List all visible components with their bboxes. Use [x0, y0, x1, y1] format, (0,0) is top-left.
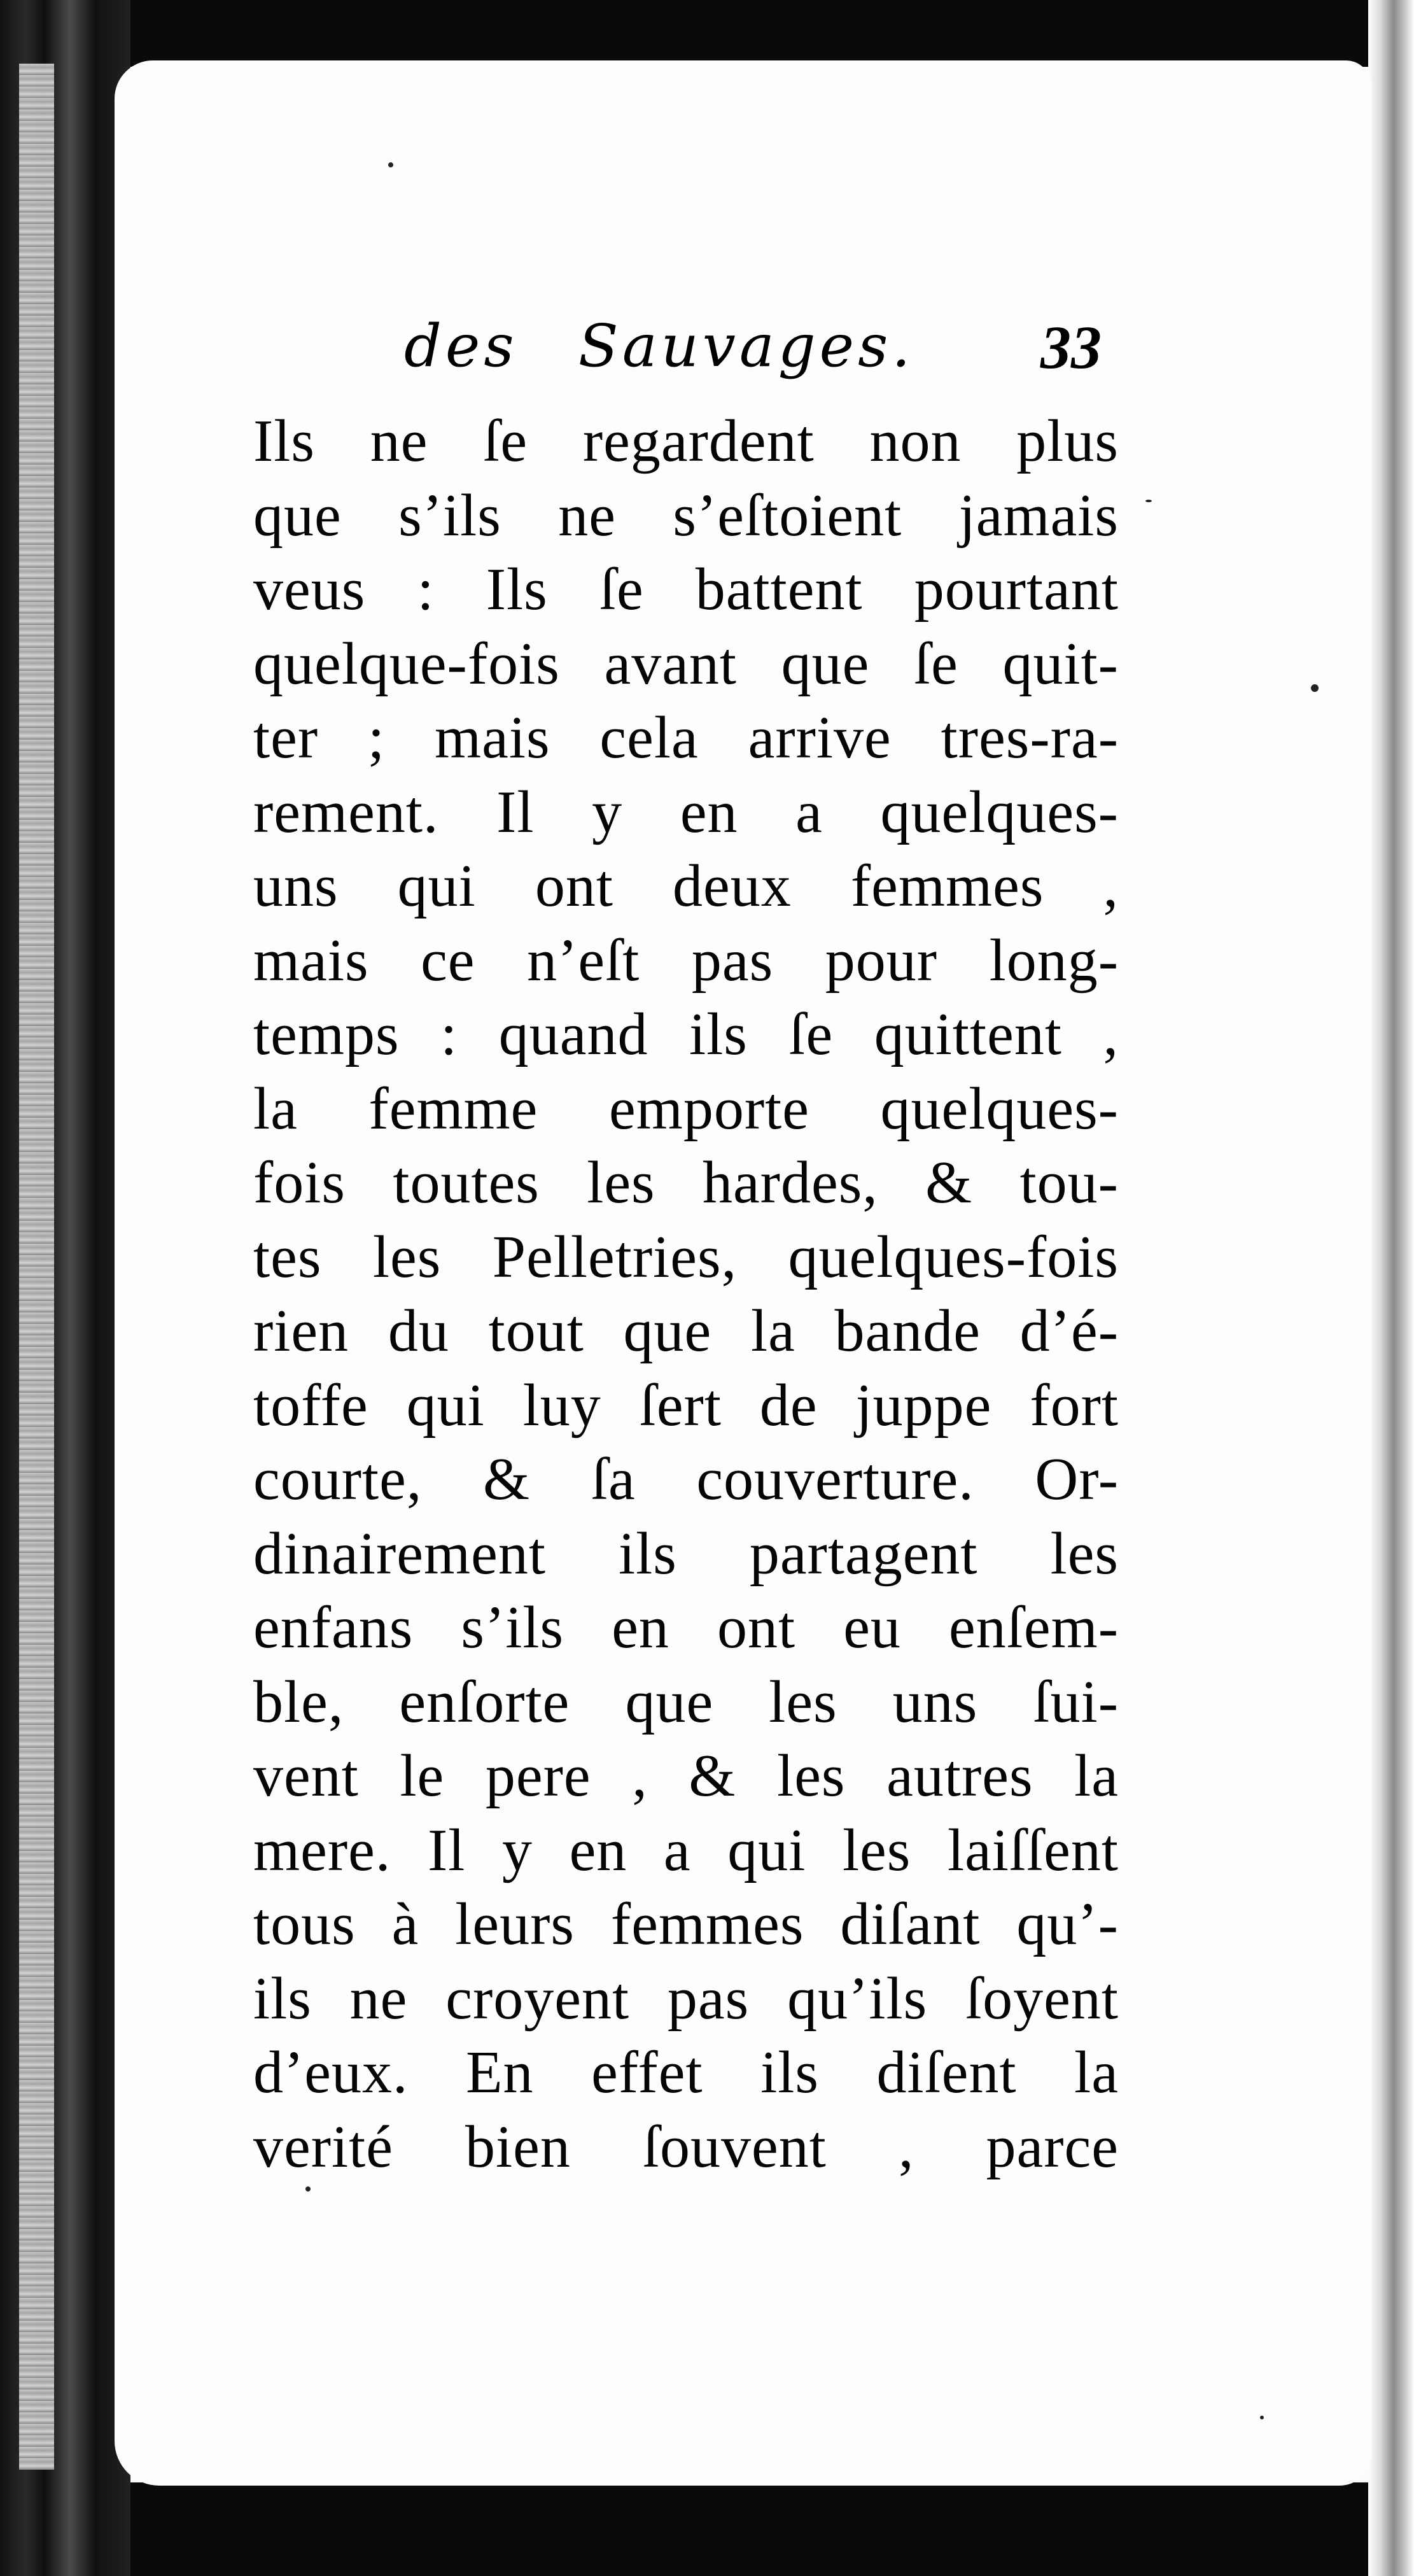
text-line: Ils ne ſe regardent non plus [253, 408, 1119, 474]
text-line: mais ce n’eſt pas pour long- [253, 927, 1119, 994]
running-head [404, 312, 1136, 401]
text-line: tes les Pelletries, quelques-fois [253, 1223, 1119, 1290]
text-line: temps : quand ils ſe quittent , [253, 1001, 1119, 1067]
text-line: enfans s’ils en ont eu enſem- [253, 1594, 1119, 1661]
scan-speck [305, 2186, 311, 2192]
book-spine-edge [0, 0, 130, 2576]
text-line: toffe qui luy ſert de juppe fort [253, 1372, 1119, 1439]
text-line: que s’ils ne s’eſtoient jamais [253, 482, 1119, 549]
text-line: vent le pere , & les autres la [253, 1743, 1119, 1809]
text-line: ble, enſorte que les uns ſui- [253, 1668, 1119, 1735]
text-line: uns qui ont deux femmes , [253, 853, 1119, 919]
book-page [115, 60, 1371, 2486]
text-line: ils ne croyent pas qu’ils ſoyent [253, 1965, 1119, 2032]
scan-speck [388, 162, 393, 167]
text-line: verité bien ſouvent , parce [253, 2113, 1119, 2180]
text-line: la femme emporte quelques- [253, 1075, 1119, 1142]
text-line: quelque-fois avant que ſe quit- [253, 630, 1119, 697]
text-line: tous à leurs femmes diſant qu’- [253, 1891, 1119, 1957]
text-line: veus : Ils ſe battent pourtant [253, 556, 1119, 623]
text-line: dinairement ils partagent les [253, 1520, 1119, 1587]
running-title: des Sauvages. [404, 312, 914, 380]
body-text [253, 404, 1119, 2184]
text-line: mere. Il y en a qui les laiſſent [253, 1817, 1119, 1883]
page-edges [19, 64, 54, 2470]
scan-border-top [0, 0, 1414, 67]
text-line: rement. Il y en a quelques- [253, 778, 1119, 845]
text-line: fois toutes les hardes, & tou- [253, 1150, 1119, 1216]
text-line: courte, & ſa couverture. Or- [253, 1446, 1119, 1512]
text-line: ter ; mais cela arrive tres-ra- [253, 705, 1119, 771]
scan-border-bottom [0, 2482, 1414, 2576]
scan-speck [1260, 2416, 1264, 2419]
scan-speck [1311, 684, 1319, 692]
page-number: 33 [1040, 313, 1102, 381]
text-line: d’eux. En effet ils diſent la [253, 2039, 1119, 2106]
text-line: rien du tout que la bande d’é- [253, 1298, 1119, 1364]
page-fore-edge [1368, 0, 1414, 2576]
scan-speck [1145, 500, 1152, 502]
